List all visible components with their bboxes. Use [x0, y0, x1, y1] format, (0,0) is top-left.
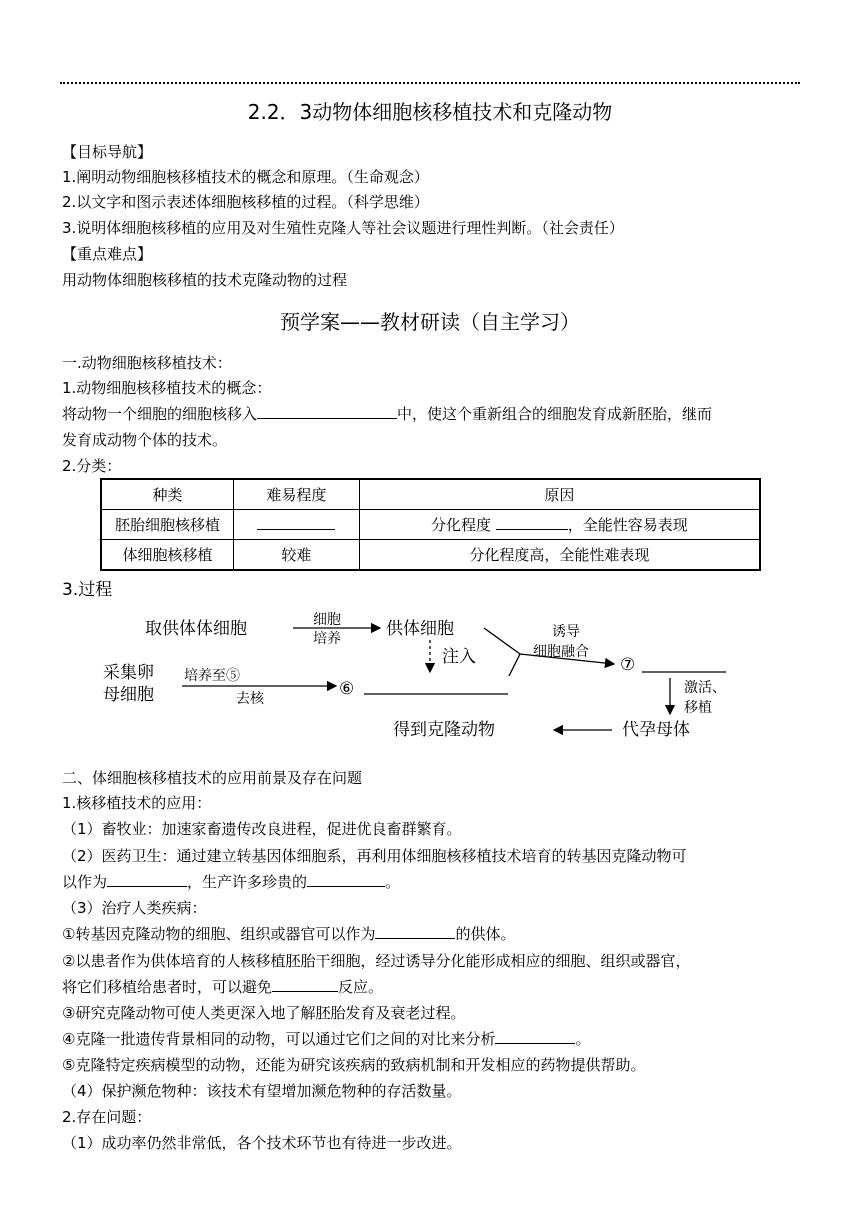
therapy-2-line-2 — [62, 977, 383, 997]
goal-3: 3.说明体细胞核移植的应用及对生殖性克隆人等社会议题进行理性判断。（社会责任） — [62, 219, 624, 237]
process-heading: 3.过程 — [62, 580, 113, 600]
header-type: 种类 — [101, 479, 234, 510]
concept-pre: 将动物一个细胞的细胞核移入 — [62, 405, 258, 423]
surrogate-text: 代孕母体 — [622, 720, 690, 740]
line-egg-to-fusion — [509, 654, 520, 676]
classify-heading: 2.分类： — [62, 457, 122, 475]
therapy-3: ③研究克隆动物可使人类更深入地了解胚胎发育及衰老过程。 — [62, 1004, 466, 1022]
page-title: 2.2．3动物体细胞核移植技术和克隆动物 — [247, 100, 613, 124]
circle-7: ⑦ — [620, 655, 636, 675]
app2-c: 。 — [385, 873, 401, 891]
induce-text: 诱导 — [552, 624, 580, 640]
table-row — [101, 540, 760, 571]
classification-table — [100, 478, 761, 571]
app-2-line-1: （2）医药卫生：通过建立转基因体细胞系，再利用体细胞核移植技术培育的转基因克隆动物可 — [62, 847, 687, 865]
row2-difficulty: 较难 — [234, 540, 360, 571]
concept-post: 中，使这个重新组合的细胞发育成新胚胎，继而 — [397, 405, 713, 423]
goal-1: 1.阐明动物细胞核移植技术的概念和原理。（生命观念） — [62, 168, 429, 186]
header-reason: 原因 — [359, 479, 760, 510]
t2-pre: 将它们移植给患者时，可以避免 — [62, 978, 273, 996]
t4-post: 。 — [575, 1030, 591, 1048]
t1-post: 的供体。 — [455, 925, 516, 943]
t4-blank[interactable] — [495, 1029, 575, 1044]
culture-to-text: 培养至⑤ — [184, 668, 240, 684]
app-heading: 1.核移植技术的应用： — [62, 794, 212, 812]
t1-pre: ①转基因克隆动物的细胞、组织或器官可以作为 — [62, 925, 376, 943]
app2-b: ，生产许多珍贵的 — [187, 873, 308, 891]
goal-heading: 【目标导航】 — [62, 143, 153, 161]
app2-a: 以作为 — [62, 873, 108, 891]
row1-type: 胚胎细胞核移植 — [101, 510, 234, 540]
therapy-5: ⑤克隆特定疾病模型的动物，还能为研究该疾病的致病机制和开发相应的药物提供帮助。 — [62, 1056, 646, 1074]
app2-blank-1[interactable] — [107, 872, 187, 887]
app-2-line-2 — [62, 872, 400, 892]
culture-top: 细胞 — [313, 612, 341, 628]
part2-heading: 二、体细胞核移植技术的应用前景及存在问题 — [62, 769, 363, 787]
problem-heading: 2.存在问题： — [62, 1108, 152, 1126]
top-divider — [60, 82, 800, 84]
row1-reason-pre: 分化程度 — [431, 516, 496, 534]
donor-text: 取供体体细胞 — [145, 619, 247, 639]
header-difficulty: 难易程度 — [234, 479, 360, 510]
concept-line-2: 发育成动物个体的技术。 — [62, 431, 228, 449]
enucleate-text: 去核 — [236, 691, 264, 707]
transplant-text: 移植 — [684, 700, 712, 716]
therapy-2-line-1: ②以患者作为供体培育的人核移植胚胎干细胞，经过诱导分化能形成相应的细胞、组织或器官， — [62, 952, 691, 970]
t2-blank[interactable] — [272, 977, 338, 992]
table-header-row — [101, 479, 760, 510]
t1-blank[interactable] — [375, 924, 455, 939]
goal-2: 2.以文字和图示表述体细胞核移植的过程。（科学思维） — [62, 193, 429, 211]
difficulty-blank[interactable] — [257, 515, 335, 530]
reason-blank[interactable] — [496, 515, 568, 530]
part1-heading: 一.动物细胞核移植技术： — [62, 354, 232, 372]
problem-1: （1）成功率仍然非常低，各个技术环节也有待进一步改进。 — [62, 1134, 462, 1152]
donor-cell: 供体细胞 — [386, 619, 454, 639]
table-row — [101, 510, 760, 540]
app-3: （3）治疗人类疾病： — [62, 899, 207, 917]
t2-post: 反应。 — [338, 978, 384, 996]
egg-text-1: 采集卵 — [103, 663, 154, 683]
line-donor-to-fusion — [484, 628, 520, 654]
row2-reason: 分化程度高，全能性难表现 — [359, 540, 760, 571]
process-diagram — [0, 600, 860, 750]
concept-blank[interactable] — [257, 404, 397, 419]
row1-reason — [359, 510, 760, 540]
activate-text: 激活、 — [684, 680, 726, 696]
clone-text: 得到克隆动物 — [393, 720, 495, 740]
culture-bottom: 培养 — [313, 631, 341, 647]
app-4: （4）保护濒危物种：该技术有望增加濒危物种的存活数量。 — [62, 1082, 462, 1100]
inject-text: 注入 — [442, 647, 476, 667]
app-1: （1）畜牧业：加速家畜遗传改良进程，促进优良畜群繁育。 — [62, 820, 462, 838]
concept-line-1 — [62, 404, 712, 424]
row1-difficulty — [234, 510, 360, 540]
concept-heading: 1.动物细胞核移植技术的概念： — [62, 379, 272, 397]
circle-6: ⑥ — [339, 679, 355, 699]
row2-type: 体细胞核移植 — [101, 540, 234, 571]
therapy-4 — [62, 1029, 590, 1049]
section-title: 预学案——教材研读（自主学习） — [280, 310, 580, 334]
t4-pre: ④克隆一批遗传背景相同的动物，可以通过它们之间的对比来分析 — [62, 1030, 496, 1048]
key-text: 用动物体细胞核移植的技术克隆动物的过程 — [62, 271, 348, 289]
egg-text-2: 母细胞 — [103, 685, 154, 705]
fusion-text: 细胞融合 — [533, 644, 589, 660]
app2-blank-2[interactable] — [307, 872, 385, 887]
therapy-1 — [62, 924, 515, 944]
key-heading: 【重点难点】 — [62, 245, 153, 263]
row1-reason-post: ，全能性容易表现 — [567, 516, 688, 534]
